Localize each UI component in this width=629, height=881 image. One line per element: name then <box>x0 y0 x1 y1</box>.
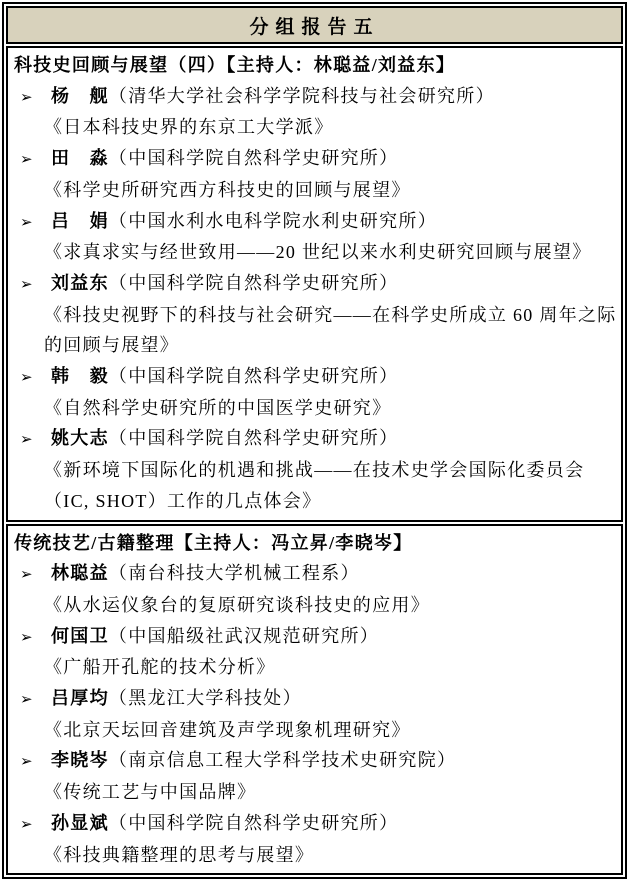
section-title: 传统技艺/古籍整理【主持人：冯立昇/李晓岑】 <box>14 532 413 553</box>
speaker-affiliation: （中国科学院自然科学史研究所） <box>108 812 399 833</box>
speaker-affiliation: （中国科学院自然科学史研究所） <box>108 272 399 293</box>
list-item <box>14 81 617 143</box>
arrow-bullet-icon: ➢ <box>20 690 34 709</box>
speaker-name: 孙显斌 <box>51 812 109 833</box>
list-item <box>14 558 617 620</box>
speaker-line <box>14 745 617 777</box>
list-item <box>14 143 617 205</box>
arrow-bullet-icon: ➢ <box>20 368 34 387</box>
speaker-line <box>14 206 617 238</box>
table-header-cell <box>6 6 623 44</box>
list-item <box>14 361 617 423</box>
speaker-name: 刘益东 <box>51 272 109 293</box>
arrow-bullet-icon: ➢ <box>20 814 34 833</box>
presentation-title-continuation: 的回顾与展望》 <box>44 335 180 356</box>
speaker-name: 李晓岑 <box>51 750 109 771</box>
presentation-title: 《自然科学史研究所的中国医学史研究》 <box>44 397 392 418</box>
list-item <box>14 268 617 361</box>
speaker-name: 吕厚均 <box>51 688 109 709</box>
presentation-title: 《北京天坛回音建筑及声学现象机理研究》 <box>44 719 411 740</box>
arrow-bullet-icon: ➢ <box>20 430 34 449</box>
speaker-affiliation: （中国科学院自然科学史研究所） <box>108 428 399 449</box>
speaker-name: 韩 毅 <box>51 366 109 387</box>
speaker-affiliation: （中国水利水电科学院水利史研究所） <box>108 210 438 231</box>
list-item <box>14 206 617 268</box>
speaker-affiliation: （黑龙江大学科技处） <box>108 688 302 709</box>
presentation-title: 《求真求实与经世致用——20 世纪以来水利史研究回顾与展望》 <box>44 242 592 263</box>
arrow-bullet-icon: ➢ <box>20 212 34 231</box>
presentation-title: 《新环境下国际化的机遇和挑战——在技术史学会国际化委员会 <box>44 460 585 481</box>
arrow-bullet-icon: ➢ <box>20 627 34 646</box>
speaker-name: 何国卫 <box>51 625 109 646</box>
speaker-line <box>14 683 617 715</box>
presentation-title: 《从水运仪象台的复原研究谈科技史的应用》 <box>44 594 430 615</box>
presentation-title: 《广船开孔舵的技术分析》 <box>44 657 276 678</box>
speaker-affiliation: （中国科学院自然科学史研究所） <box>108 148 399 169</box>
list-item <box>14 683 617 745</box>
list-item <box>14 423 617 516</box>
speaker-line <box>14 808 617 840</box>
arrow-bullet-icon: ➢ <box>20 274 34 293</box>
presentation-title: 《传统工艺与中国品牌》 <box>44 782 257 803</box>
arrow-bullet-icon: ➢ <box>20 565 34 584</box>
list-item <box>14 745 617 807</box>
speaker-name: 姚大志 <box>51 428 109 449</box>
presentation-title: 《日本科技史界的东京工大学派》 <box>44 117 334 138</box>
arrow-bullet-icon: ➢ <box>20 752 34 771</box>
speaker-line <box>14 621 617 653</box>
speaker-affiliation: （清华大学社会科学学院科技与社会研究所） <box>108 85 495 106</box>
speaker-name: 杨 舰 <box>51 85 109 106</box>
section-title: 科技史回顾与展望（四）【主持人：林聪益/刘益东】 <box>14 55 456 75</box>
speaker-line <box>14 81 617 113</box>
speaker-line <box>14 143 617 175</box>
list-item <box>14 808 617 870</box>
arrow-bullet-icon: ➢ <box>20 150 34 169</box>
presentation-title: 《科技典籍整理的思考与展望》 <box>44 844 315 865</box>
section-traditional-crafts <box>6 524 623 876</box>
speaker-affiliation: （南台科技大学机械工程系） <box>108 563 360 584</box>
program-table <box>2 2 627 879</box>
speaker-affiliation: （中国科学院自然科学史研究所） <box>108 366 399 387</box>
speaker-line <box>14 558 617 590</box>
page-title: 分组报告五 <box>249 16 380 38</box>
section-science-history <box>6 46 623 522</box>
speaker-line <box>14 361 617 393</box>
speaker-name: 林聪益 <box>51 563 109 584</box>
speaker-name: 田 淼 <box>51 148 109 169</box>
speaker-affiliation: （南京信息工程大学科学技术史研究院） <box>108 750 457 771</box>
presentation-title-continuation: （IC, SHOT）工作的几点体会》 <box>44 490 322 511</box>
speaker-affiliation: （中国船级社武汉规范研究所） <box>108 625 380 646</box>
list-item <box>14 621 617 683</box>
presentation-title: 《科学史所研究西方科技史的回顾与展望》 <box>44 179 411 200</box>
speaker-line <box>14 423 617 455</box>
speaker-name: 吕 娟 <box>51 210 109 231</box>
arrow-bullet-icon: ➢ <box>20 87 34 106</box>
presentation-title: 《科技史视野下的科技与社会研究——在科学史所成立 60 周年之际 <box>44 304 617 325</box>
speaker-line <box>14 268 617 300</box>
